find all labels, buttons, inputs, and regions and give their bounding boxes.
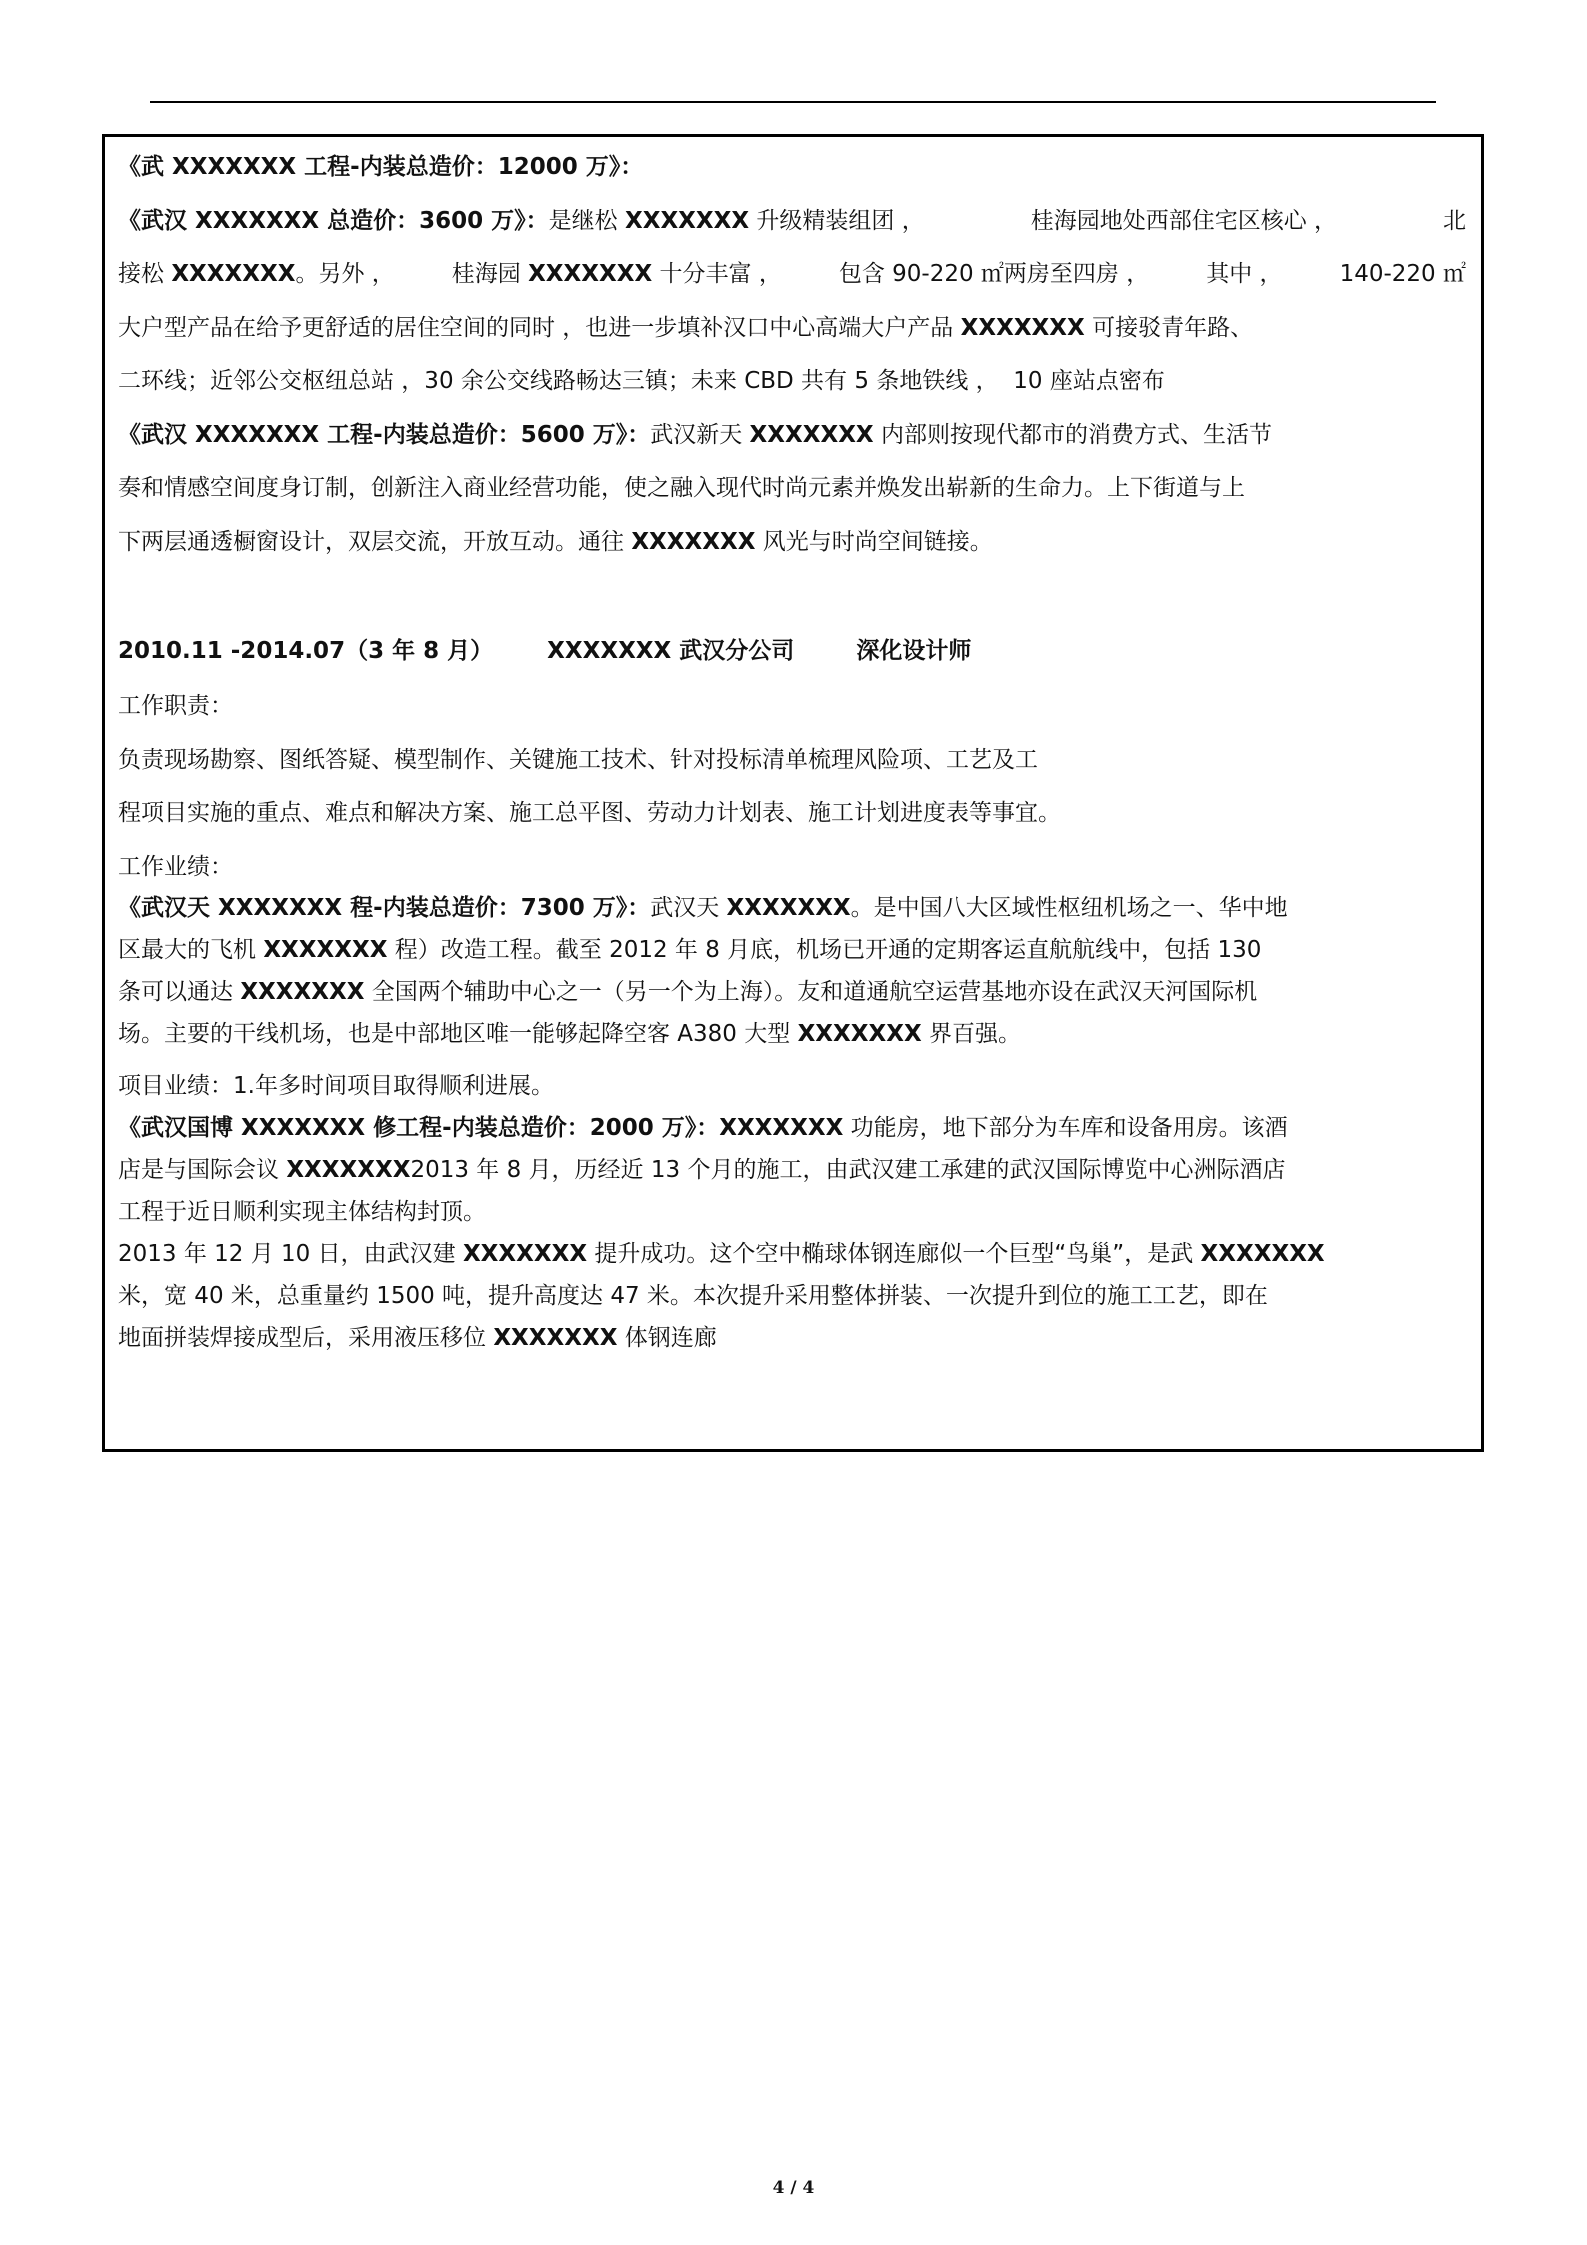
text-run: 项目业绩：1.年多时间项目取得顺利进展。 bbox=[118, 1073, 554, 1099]
text-run: 米，宽 40 米，总重量约 1500 吨，提升高度达 47 米。本次提升采用整体拼装、一次提升到位的施工工艺，即在 bbox=[118, 1283, 1268, 1309]
paragraph-line bbox=[118, 1239, 1325, 1269]
text-run: 。是中国八大区域性枢纽机场之一、华中地 bbox=[850, 895, 1288, 921]
header-rule bbox=[150, 101, 1436, 103]
redacted-text: XXXXXXX bbox=[960, 315, 1085, 341]
paragraph-line bbox=[118, 1113, 1288, 1143]
redacted-text: XXXXXXX bbox=[1200, 1241, 1325, 1267]
achievements-label bbox=[118, 852, 233, 882]
text-run: 奏和情感空间度身订制，创新注入商业经营功能，使之融入现代时尚元素并焕发出崭新的生命力。上下街道与上 bbox=[118, 475, 1245, 501]
paragraph-line bbox=[118, 935, 1261, 965]
text-run: 体钢连廊 bbox=[617, 1325, 717, 1351]
paragraph-line bbox=[118, 527, 993, 557]
text-run: 店是与国际会议 bbox=[118, 1157, 287, 1183]
job-title: 深化设计师 bbox=[856, 638, 972, 664]
duties-label bbox=[118, 691, 233, 721]
job-header bbox=[118, 636, 971, 666]
text-run: 风光与时尚空间链接。 bbox=[755, 529, 993, 555]
page-number: 4 / 4 bbox=[772, 2178, 815, 2198]
section-label: 工作业绩： bbox=[118, 854, 233, 880]
text-run: 下两层通透橱窗设计，双层交流，开放互动。通往 bbox=[118, 529, 632, 555]
paragraph-line bbox=[118, 1323, 717, 1353]
text-run: 10 座站点密布 bbox=[1013, 368, 1165, 394]
paragraph-line bbox=[118, 1281, 1268, 1311]
text-run: 武汉新天 bbox=[650, 422, 750, 448]
paragraph-line bbox=[118, 798, 1061, 828]
text-run: 界百强。 bbox=[921, 1021, 1022, 1047]
text-run: 地面拼装焊接成型后，采用液压移位 bbox=[118, 1325, 494, 1351]
paragraph-line bbox=[118, 893, 1288, 923]
text-run: 2013 年 8 月，历经近 13 个月的施工，由武汉建工承建的武汉国际博览中心洲际酒店 bbox=[410, 1157, 1286, 1183]
redacted-text: XXXXXXX bbox=[624, 208, 750, 234]
text-run: 功能房，地下部分为车库和设备用房。该酒 bbox=[843, 1115, 1288, 1141]
text-run: 武汉天 bbox=[650, 895, 727, 921]
redacted-text: XXXXXXX bbox=[719, 1115, 844, 1141]
project-progress bbox=[118, 1071, 554, 1101]
section-label: 工作职责： bbox=[118, 693, 233, 719]
redacted-text: XXXXXXX bbox=[797, 1021, 922, 1047]
text-run: 二环线；近邻公交枢纽总站 ，30 余公交线路畅达三镇；未来 CBD 共有 5 条地铁线 ， bbox=[118, 368, 999, 394]
text-run: 包含 90-220 ㎡两房至四房 ， bbox=[838, 261, 1150, 287]
redacted-text: XXXXXXX bbox=[726, 895, 851, 921]
text-run: 大户型产品在给予更舒适的居住空间的同时 ，也进一步填补汉口中心高端大户产品 bbox=[118, 315, 961, 341]
text-run: 其中 ， bbox=[1206, 261, 1283, 287]
text-run: 140-220 ㎡ bbox=[1339, 261, 1466, 287]
redacted-text: XXXXXXX bbox=[286, 1157, 411, 1183]
text-run: 桂海园 bbox=[451, 261, 529, 287]
redacted-text: XXXXXXX bbox=[171, 261, 296, 287]
project-heading: 《武汉 XXXXXXX 总造价：3600 万》： bbox=[118, 208, 549, 234]
redacted-text: XXXXXXX bbox=[631, 529, 756, 555]
text-run: 接松 bbox=[118, 261, 172, 287]
text-run: 可接驳青年路、 bbox=[1084, 315, 1254, 341]
text-run: 全国两个辅助中心之一（另一个为上海）。友和道通航空运营基地亦设在武汉天河国际机 bbox=[364, 979, 1258, 1005]
text-run: 十分丰富 ， bbox=[652, 261, 782, 287]
text-run: 桂海园地处西部住宅区核心 ， bbox=[1030, 208, 1338, 234]
text-run: 升级精装组团 ， bbox=[749, 208, 925, 234]
text-run: 。另外 ， bbox=[295, 261, 395, 287]
paragraph-line bbox=[118, 313, 1253, 343]
text-run: 北 bbox=[1443, 208, 1466, 234]
text-run: 提升成功。这个空中椭球体钢连廊似一个巨型“鸟巢”，是武 bbox=[587, 1241, 1201, 1267]
redacted-text: XXXXXXX bbox=[493, 1325, 618, 1351]
text-run: 条可以通达 bbox=[118, 979, 241, 1005]
redacted-text: XXXXXXX bbox=[749, 422, 874, 448]
project-heading-line bbox=[118, 152, 643, 182]
text-run: 负责现场勘察、图纸答疑、模型制作、关键施工技术、针对投标清单梳理风险项、工艺及工 bbox=[118, 747, 1038, 773]
text-run: 工程于近日顺利实现主体结构封顶。 bbox=[118, 1199, 486, 1225]
text-run: 2013 年 12 月 10 日，由武汉建 bbox=[118, 1241, 463, 1267]
paragraph-line bbox=[118, 1155, 1285, 1185]
paragraph-line bbox=[118, 206, 1466, 236]
paragraph-line bbox=[118, 473, 1245, 503]
redacted-text: XXXXXXX bbox=[462, 1241, 588, 1267]
paragraph-line bbox=[118, 1019, 1021, 1049]
redacted-text: XXXXXXX bbox=[528, 261, 653, 287]
text-run: 程）改造工程。截至 2012 年 8 月底，机场已开通的定期客运直航航线中，包括 130 bbox=[387, 937, 1262, 963]
paragraph-line bbox=[118, 1197, 486, 1227]
paragraph-line bbox=[118, 366, 1165, 396]
paragraph-line bbox=[118, 977, 1257, 1007]
paragraph-line bbox=[118, 420, 1272, 450]
text-run: 区最大的飞机 bbox=[118, 937, 264, 963]
project-heading: 《武汉天 XXXXXXX 程-内装总造价：7300 万》： bbox=[118, 895, 651, 921]
job-period: 2010.11 -2014.07（3 年 8 月） bbox=[118, 638, 494, 664]
text-run: 是继松 bbox=[548, 208, 625, 234]
redacted-text: XXXXXXX bbox=[240, 979, 365, 1005]
text-run: 内部则按现代都市的消费方式、生活节 bbox=[873, 422, 1272, 448]
redacted-text: XXXXXXX bbox=[263, 937, 388, 963]
project-heading: 《武 XXXXXXX 工程-内装总造价：12000 万》： bbox=[118, 154, 644, 180]
paragraph-line bbox=[118, 259, 1466, 289]
text-run: 场。主要的干线机场，也是中部地区唯一能够起降空客 A380 大型 bbox=[118, 1021, 798, 1047]
project-heading: 《武汉国博 XXXXXXX 修工程-内装总造价：2000 万》： bbox=[118, 1115, 720, 1141]
project-heading: 《武汉 XXXXXXX 工程-内装总造价：5600 万》： bbox=[118, 422, 651, 448]
text-run: 程项目实施的重点、难点和解决方案、施工总平图、劳动力计划表、施工计划进度表等事宜。 bbox=[118, 800, 1061, 826]
job-company: XXXXXXX 武汉分公司 bbox=[547, 638, 795, 664]
paragraph-line bbox=[118, 745, 1038, 775]
